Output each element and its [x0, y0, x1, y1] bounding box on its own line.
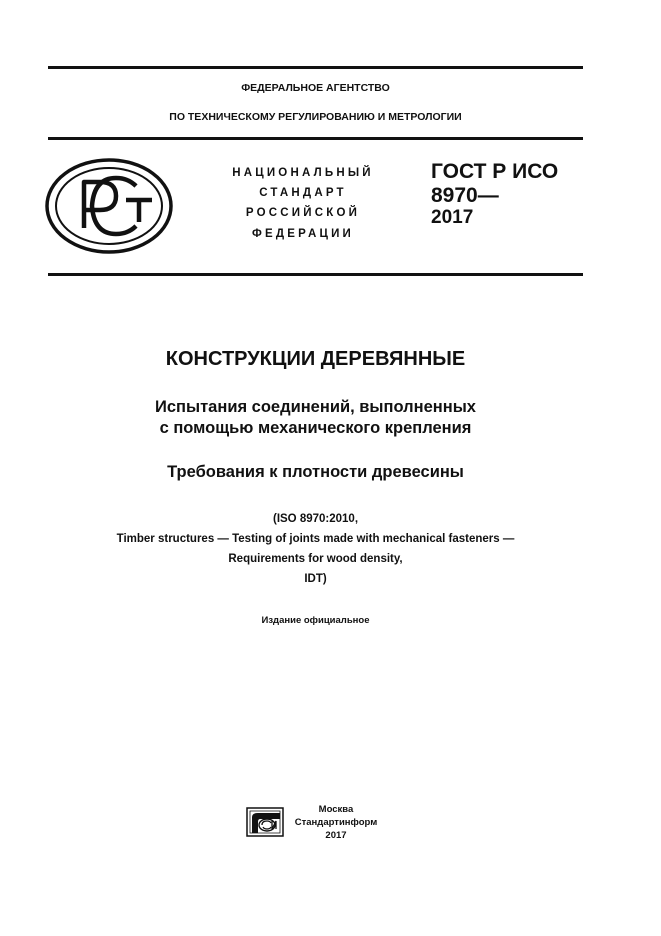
section-rule	[48, 273, 583, 276]
subtitle-line-2: с помощью механического крепления	[159, 419, 472, 437]
designation-line-3: 2017	[431, 207, 474, 228]
iso-line-4: IDT)	[304, 573, 327, 585]
edition-label: Издание официальное	[261, 615, 370, 626]
agency-line-2: ПО ТЕХНИЧЕСКОМУ РЕГУЛИРОВАНИЮ И МЕТРОЛОГИИ	[169, 111, 462, 123]
standartinform-logo-icon	[246, 807, 284, 837]
designation-line-1: ГОСТ Р ИСО	[431, 160, 559, 183]
rst-logo-icon	[44, 156, 174, 256]
iso-line-1: (ISO 8970:2010,	[272, 513, 359, 525]
publisher-year: 2017	[325, 830, 347, 841]
standard-type-line-2: СТАНДАРТ	[259, 187, 347, 199]
standard-type-line-4: ФЕДЕРАЦИИ	[251, 228, 355, 240]
agency-line-1: ФЕДЕРАЛЬНОЕ АГЕНТСТВО	[241, 82, 390, 94]
standard-type-line-1: НАЦИОНАЛЬНЫЙ	[232, 167, 374, 179]
iso-line-2: Timber structures — Testing of joints made with mechanical fasteners —	[116, 533, 515, 545]
top-rule	[48, 66, 583, 69]
designation-line-2: 8970—	[431, 184, 499, 207]
standard-type-line-3: РОССИЙСКОЙ	[245, 207, 361, 219]
publisher-name: Стандартинформ	[294, 817, 378, 828]
header-rule	[48, 137, 583, 140]
subtitle-line-1: Испытания соединений, выполненных	[155, 398, 476, 416]
subtitle-2: Требования к плотности древесины	[167, 463, 464, 481]
main-title: КОНСТРУКЦИИ ДЕРЕВЯННЫЕ	[165, 348, 466, 370]
iso-line-3: Requirements for wood density,	[228, 553, 403, 565]
publisher-city: Москва	[318, 804, 354, 815]
